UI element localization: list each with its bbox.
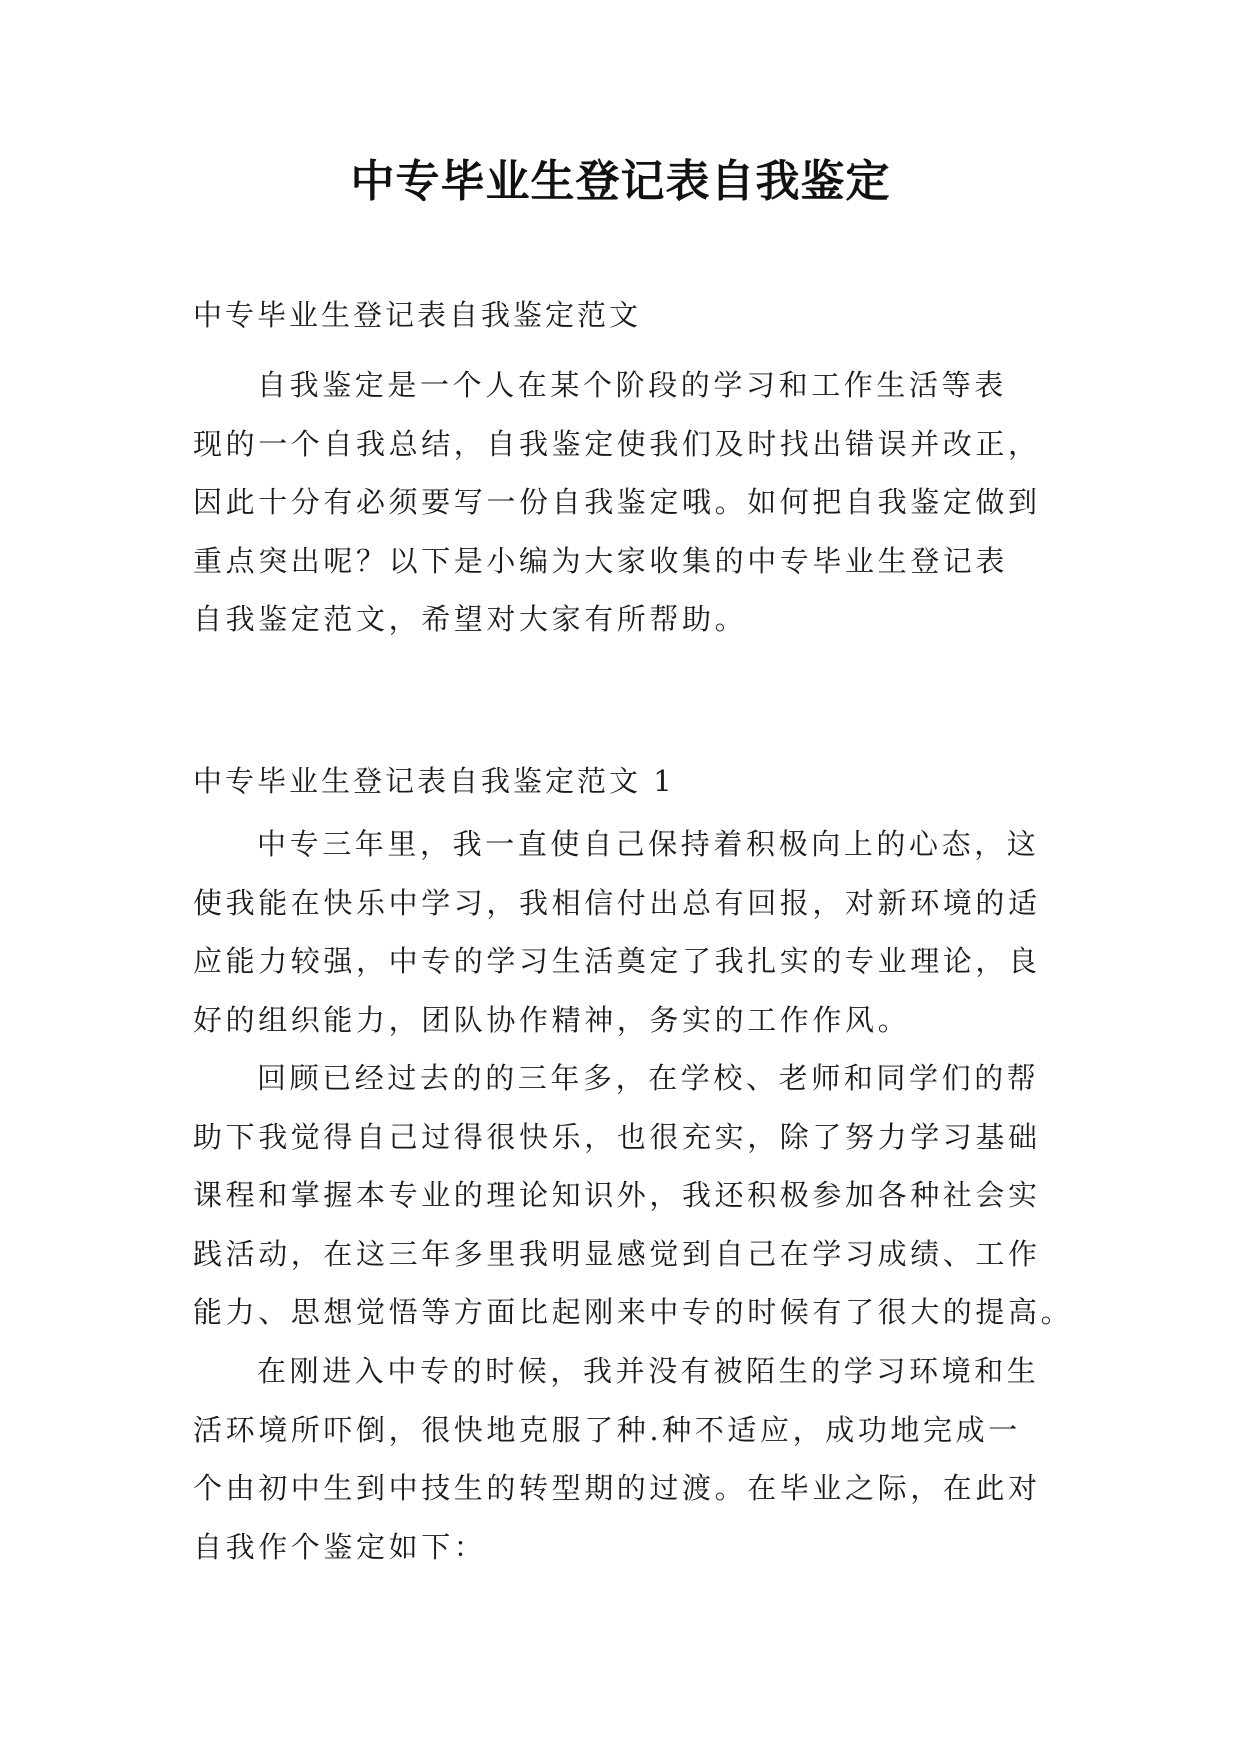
document-subtitle: 中专毕业生登记表自我鉴定范文 [193,298,642,332]
intro-line: 因此十分有必须要写一份自我鉴定哦。如何把自我鉴定做到 [193,485,1041,519]
paragraph-line: 使我能在快乐中学习，我相信付出总有回报，对新环境的适 [193,885,1041,920]
paragraph-line: 中专三年里，我一直使自己保持着积极向上的心态，这 [257,827,1040,861]
paragraph-line: 践活动，在这三年多里我明显感觉到自己在学习成绩、工作 [193,1236,1041,1271]
intro-line: 自我鉴定是一个人在某个阶段的学习和工作生活等表 [257,368,1007,402]
intro-line: 重点突出呢？以下是小编为大家收集的中专毕业生登记表 [193,543,1009,578]
paragraph-line: 活环境所吓倒，很快地克服了种.种不适应，成功地完成一 [193,1412,1021,1447]
document-title: 中专毕业生登记表自我鉴定 [350,156,891,207]
paragraph-line: 在刚进入中专的时候，我并没有被陌生的学习环境和生 [257,1354,1040,1388]
paragraph-line: 能力、思想觉悟等方面比起刚来中专的时候有了很大的提高。 [193,1295,1074,1329]
paragraph-3 [193,1342,1073,1576]
paragraph-line: 自我作个鉴定如下： [193,1529,487,1564]
intro-paragraph [193,356,1073,649]
paragraph-line: 助下我觉得自己过得很快乐，也很充实，除了努力学习基础 [193,1119,1041,1154]
paragraph-2 [193,1049,1073,1342]
section-heading: 中专毕业生登记表自我鉴定范文 1 [193,764,675,798]
paragraph-line: 个由初中生到中技生的转型期的过渡。在毕业之际，在此对 [193,1471,1041,1505]
intro-line: 现的一个自我总结，自我鉴定使我们及时找出错误并改正， [193,426,1041,461]
paragraph-1 [193,815,1073,1049]
paragraph-line: 应能力较强，中专的学习生活奠定了我扎实的专业理论，良 [193,944,1041,978]
paragraph-line: 好的组织能力，团队协作精神，务实的工作作风。 [193,1002,911,1037]
paragraph-line: 回顾已经过去的的三年多，在学校、老师和同学们的帮 [257,1061,1040,1095]
intro-line: 自我鉴定范文，希望对大家有所帮助。 [193,602,748,636]
paragraph-line: 课程和掌握本专业的理论知识外，我还积极参加各种社会实 [193,1178,1041,1212]
